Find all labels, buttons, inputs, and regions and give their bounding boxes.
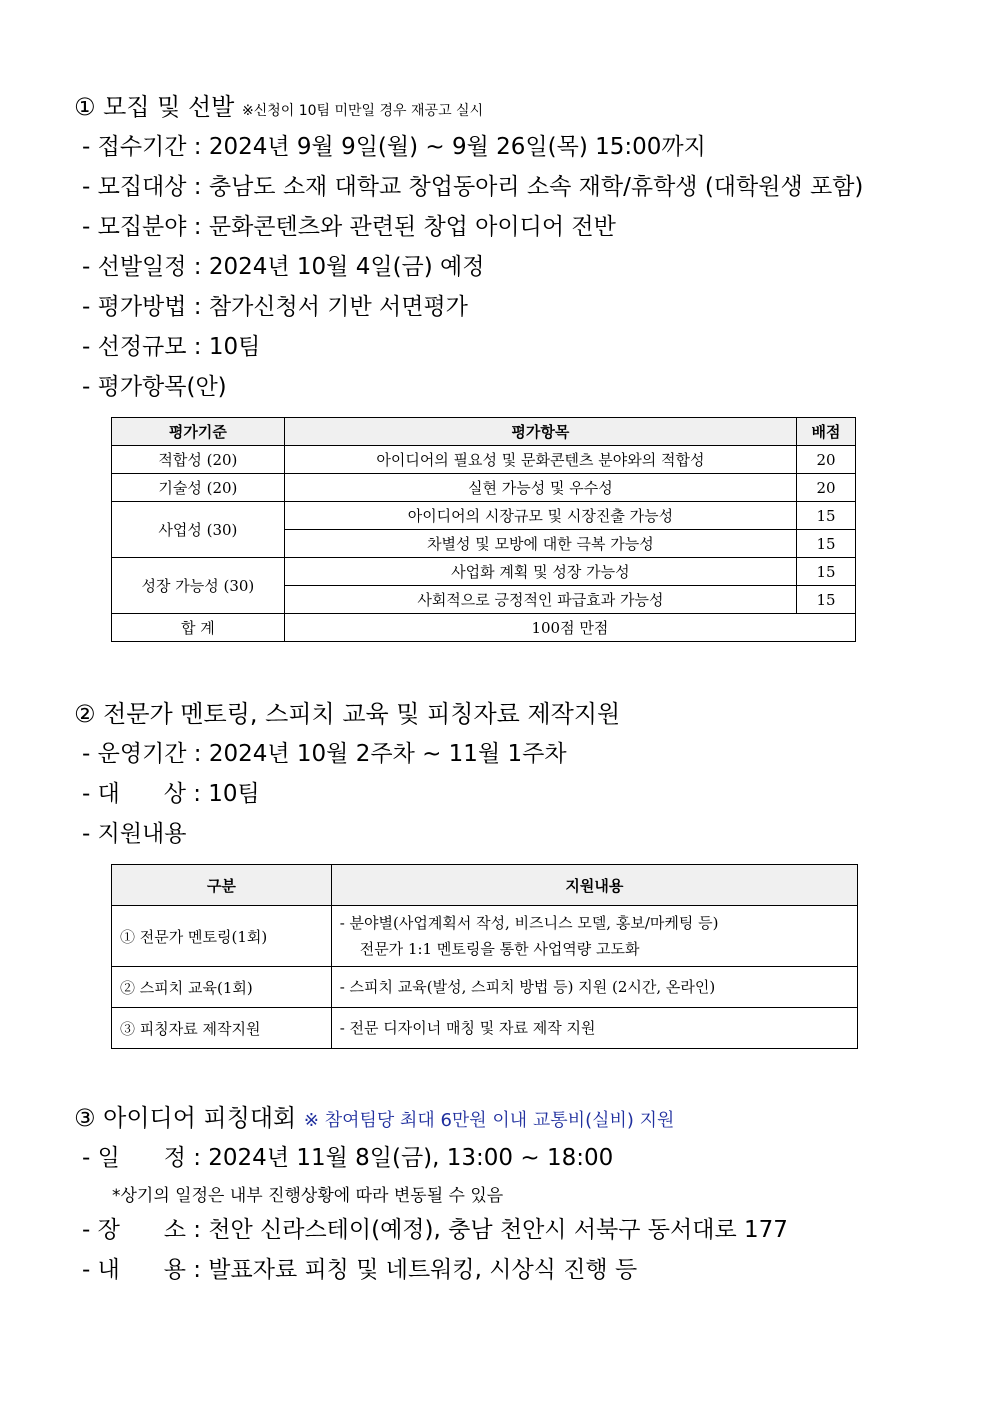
criteria-cell: 성장 가능성 (30) (112, 558, 285, 614)
section2-title: ② 전문가 멘토링, 스피치 교육 및 피칭자료 제작지원 (74, 700, 621, 728)
content-line: - 분야별(사업계획서 작성, 비즈니스 모델, 홍보/마케팅 등) (339, 914, 719, 932)
category-cell: ① 전문가 멘토링(1회) (112, 906, 332, 967)
table-row (112, 967, 858, 1008)
section3-item-content: - 내 용 : 발표자료 피칭 및 네트워킹, 시상식 진행 등 (82, 1257, 638, 1283)
section1-item-target: - 모집대상 : 충남도 소재 대학교 창업동아리 소속 재학/휴학생 (대학원생 포함) (82, 174, 864, 200)
header-item: 평가항목 (284, 418, 796, 446)
score-cell: 15 (797, 502, 856, 530)
support-header-row (112, 865, 858, 906)
table-row (112, 446, 856, 474)
item-cell: 실현 가능성 및 우수성 (284, 474, 796, 502)
table-row (112, 906, 858, 967)
support-table (111, 864, 858, 1049)
total-label: 합 계 (112, 614, 285, 642)
score-cell: 15 (797, 586, 856, 614)
section1-item-field: - 모집분야 : 문화콘텐츠와 관련된 창업 아이디어 전반 (82, 214, 616, 240)
item-cell: 아이디어의 시장규모 및 시장진출 가능성 (284, 502, 796, 530)
section2-item-target: - 대 상 : 10팀 (82, 781, 260, 807)
score-cell: 20 (797, 474, 856, 502)
section3-item-venue: - 장 소 : 천안 신라스테이(예정), 충남 천안시 서북구 동서대로 177 (82, 1217, 788, 1243)
table-row (112, 502, 856, 530)
score-cell: 15 (797, 530, 856, 558)
content-cell (331, 906, 857, 967)
content-line: 전문가 1:1 멘토링을 통한 사업역량 고도화 (359, 940, 640, 958)
content-cell: - 스피치 교육(발성, 스피치 방법 등) 지원 (2시간, 온라인) (331, 967, 857, 1008)
header-content: 지원내용 (331, 865, 857, 906)
section1-item-scale: - 선정규모 : 10팀 (82, 334, 261, 360)
item-cell: 차별성 및 모방에 대한 극복 가능성 (284, 530, 796, 558)
section1-item-period: - 접수기간 : 2024년 9월 9일(월) ~ 9월 26일(목) 15:00까지 (82, 134, 706, 160)
content-cell: - 전문 디자이너 매칭 및 자료 제작 지원 (331, 1008, 857, 1049)
section3-item-date: - 일 정 : 2024년 11월 8일(금), 13:00 ~ 18:00 (82, 1145, 614, 1171)
section2-item-support: - 지원내용 (82, 821, 187, 847)
section1-note: ※신청이 10팀 미만일 경우 재공고 실시 (241, 103, 484, 119)
section1-item-schedule: - 선발일정 : 2024년 10월 4일(금) 예정 (82, 254, 485, 280)
criteria-cell: 사업성 (30) (112, 502, 285, 558)
header-criteria: 평가기준 (112, 418, 285, 446)
table-row (112, 1008, 858, 1049)
evaluation-table (111, 417, 856, 642)
section3-title (74, 1103, 674, 1136)
header-category: 구분 (112, 865, 332, 906)
criteria-cell: 기술성 (20) (112, 474, 285, 502)
category-cell: ② 스피치 교육(1회) (112, 967, 332, 1008)
item-cell: 사업화 계획 및 성장 가능성 (284, 558, 796, 586)
section1-heading: ① 모집 및 선발 (74, 93, 235, 121)
score-cell: 15 (797, 558, 856, 586)
section1-item-method: - 평가방법 : 참가신청서 기반 서면평가 (82, 294, 468, 320)
item-cell: 아이디어의 필요성 및 문화콘텐츠 분야와의 적합성 (284, 446, 796, 474)
item-cell: 사회적으로 긍정적인 파급효과 가능성 (284, 586, 796, 614)
section1-title (74, 92, 483, 126)
criteria-cell: 적합성 (20) (112, 446, 285, 474)
evaluation-header-row (112, 418, 856, 446)
total-value: 100점 만점 (284, 614, 855, 642)
section1-item-criteria: - 평가항목(안) (82, 374, 227, 400)
category-cell: ③ 피칭자료 제작지원 (112, 1008, 332, 1049)
header-score: 배점 (797, 418, 856, 446)
total-row (112, 614, 856, 642)
section3-heading: ③ 아이디어 피칭대회 (74, 1104, 297, 1132)
table-row (112, 474, 856, 502)
table-row (112, 558, 856, 586)
score-cell: 20 (797, 446, 856, 474)
section3-subnote: *상기의 일정은 내부 진행상황에 따라 변동될 수 있음 (112, 1186, 504, 1206)
section2-item-period: - 운영기간 : 2024년 10월 2주차 ~ 11월 1주차 (82, 741, 567, 767)
section3-note: ※ 참여팀당 최대 6만원 이내 교통비(실비) 지원 (303, 1110, 675, 1131)
